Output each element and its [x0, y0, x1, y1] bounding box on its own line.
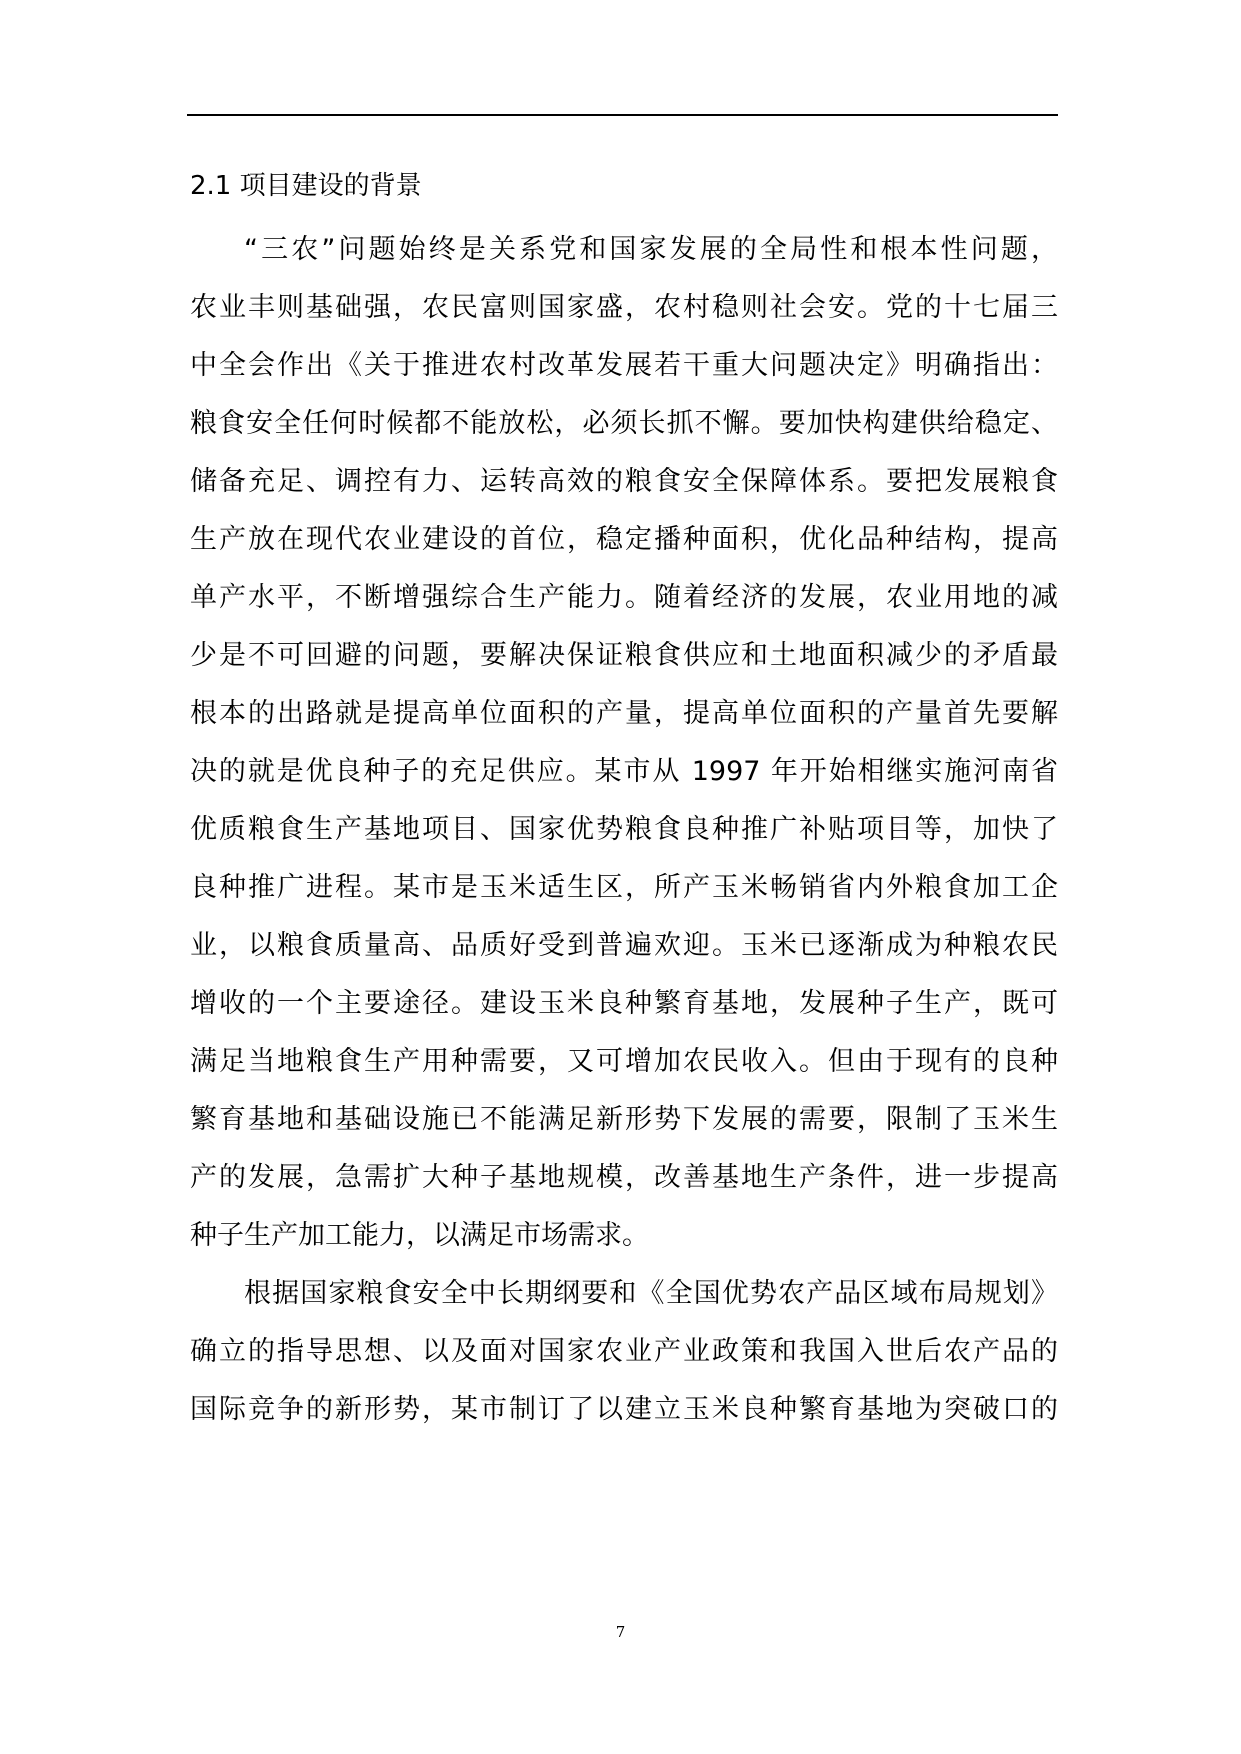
section-heading: 2.1 项目建设的背景 [190, 171, 422, 201]
paragraph-1-line-3: 中全会作出《关于推进农村改革发展若干重大问题决定》明确指出： [190, 350, 1058, 381]
paragraph-1-line-11: 优质粮食生产基地项目、国家优势粮食良种推广补贴项目等，加快了 [190, 814, 1058, 845]
paragraph-1-line-5: 储备充足、调控有力、运转高效的粮食安全保障体系。要把发展粮食 [190, 466, 1058, 497]
paragraph-1-line-10: 决的就是优良种子的充足供应。某市从 1997 年开始相继实施河南省 [190, 756, 1058, 787]
page-number: 7 [615, 1623, 626, 1641]
paragraph-1-line-16: 繁育基地和基础设施已不能满足新形势下发展的需要，限制了玉米生 [190, 1104, 1058, 1135]
paragraph-1-line-2: 农业丰则基础强，农民富则国家盛，农村稳则社会安。党的十七届三 [190, 292, 1058, 323]
paragraph-1-line-8: 少是不可回避的问题，要解决保证粮食供应和土地面积减少的矛盾最 [190, 640, 1058, 671]
paragraph-1-line-6: 生产放在现代农业建设的首位，稳定播种面积，优化品种结构，提高 [190, 524, 1058, 555]
paragraph-2-line-1: 根据国家粮食安全中长期纲要和《全国优势农产品区域布局规划》 [244, 1278, 1058, 1309]
paragraph-1-line-4: 粮食安全任何时候都不能放松，必须长抓不懈。要加快构建供给稳定、 [190, 408, 1058, 439]
paragraph-1-line-9: 根本的出路就是提高单位面积的产量，提高单位面积的产量首先要解 [190, 698, 1058, 729]
paragraph-1-line-15: 满足当地粮食生产用种需要，又可增加农民收入。但由于现有的良种 [190, 1046, 1058, 1077]
paragraph-1-line-13: 业，以粮食质量高、品质好受到普遍欢迎。玉米已逐渐成为种粮农民 [190, 930, 1058, 961]
paragraph-2-line-2: 确立的指导思想、以及面对国家农业产业政策和我国入世后农产品的 [190, 1336, 1058, 1367]
paragraph-1-line-12: 良种推广进程。某市是玉米适生区，所产玉米畅销省内外粮食加工企 [190, 872, 1058, 903]
paragraph-1-line-7: 单产水平，不断增强综合生产能力。随着经济的发展，农业用地的减 [190, 582, 1058, 613]
paragraph-1-line-17: 产的发展，急需扩大种子基地规模，改善基地生产条件，进一步提高 [190, 1162, 1058, 1193]
paragraph-1-line-18: 种子生产加工能力，以满足市场需求。 [190, 1220, 649, 1251]
paragraph-1-line-1: “三农”问题始终是关系党和国家发展的全局性和根本性问题， [244, 234, 1058, 265]
header-rule [187, 114, 1058, 116]
paragraph-1-line-14: 增收的一个主要途径。建设玉米良种繁育基地，发展种子生产，既可 [190, 988, 1058, 1019]
paragraph-2-line-3: 国际竞争的新形势，某市制订了以建立玉米良种繁育基地为突破口的 [190, 1394, 1058, 1425]
